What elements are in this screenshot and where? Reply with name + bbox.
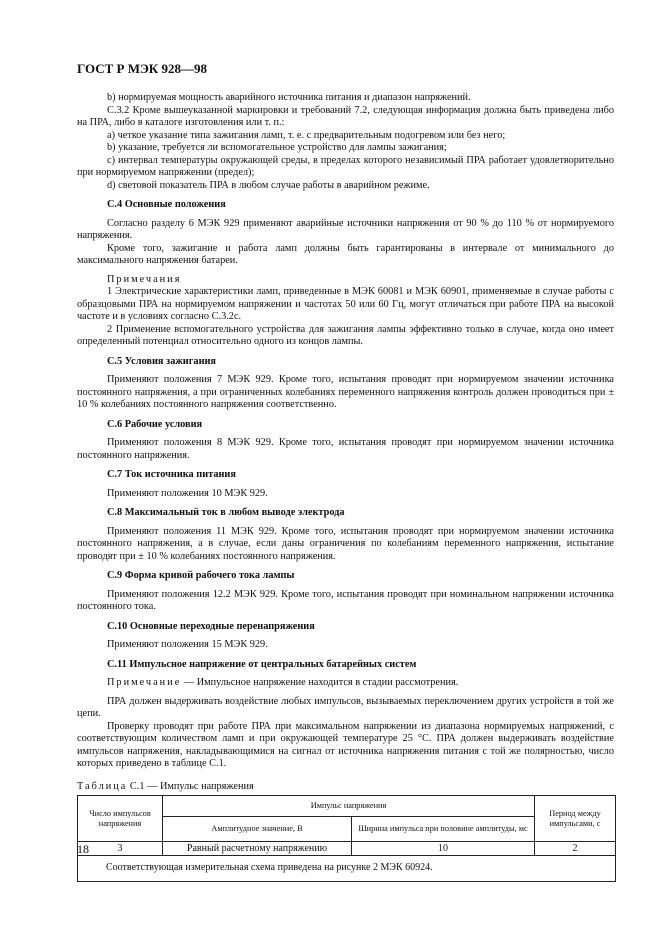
paragraph: b) нормируемая мощность аварийного источника питания и диапазон напряжений. [107,92,471,103]
paragraph: Применяют положения 15 МЭК 929. [107,639,268,650]
cell-amplitude: Равный расчетному напряжению [163,842,352,856]
section-heading: С.6 Рабочие условия [107,418,203,430]
note-label: Примечание [107,677,182,688]
note-text: — Импульсное напряжение находится в стадии рассмотрения. [181,677,459,688]
section-heading: С.8 Максимальный ток в любом выводе электрода [107,507,345,518]
cell-width: 10 [352,842,535,856]
section-heading: С.7 Ток источника питания [107,469,236,480]
page-content [77,92,614,882]
col-header-period: Период между импульсами, с [535,796,616,842]
page-number: 18 [77,842,89,856]
table-footer: Соответствующая измерительная схема приведена на рисунке 2 МЭК 60924. [78,856,616,882]
cell-count: 3 [78,842,163,856]
col-header-width: Ширина импульса при половине амплитуды, мс [352,817,535,842]
notes-title: Примечания [107,273,182,285]
note: 1 Электрические характеристики ламп, приведенные в МЭК 60081 и МЭК 60901, применяемые в случае работы с образцовыми ПРА на нормируемом напряжении и частотах 50 или 60 Гц, могут отличаться при работе ПРА на высокой частоте и в условиях согласно С.3.2с. [77,286,614,322]
table-caption-label: Таблица [77,780,128,792]
cell-period: 2 [535,842,616,856]
page-header: ГОСТ Р МЭК 928—98 [77,61,207,76]
table-caption-text: С.1 — Импульс напряжения [127,780,254,792]
paragraph: Применяют положения 12.2 МЭК 929. Кроме того, испытания проводят при номинальном напряжении источника постоянного тока. [77,588,614,612]
paragraph: Применяют положения 11 МЭК 929. Кроме того, испытания проводят при нормируемом значении источника постоянного напряжения, а в случае, если даны ограничения по колебаниям переменного напряжения, испытание проводят при ± 10 % колебаниях постоянного напряжения. [77,525,614,562]
table-footer-row [78,856,616,882]
note [77,677,614,690]
table-caption [77,781,614,794]
section-heading: С.11 Импульсное напряжение от центральных батарейных систем [107,658,417,670]
paragraph: С.3.2 Кроме вышеуказанной маркировки и требований 7.2, следующая информация должна быть приведена либо на ПРА, либо в каталоге изготовления или т. п.: [77,104,614,128]
paragraph: Проверку проводят при работе ПРА при максимальном напряжении из диапазона нормируемых напряжений, с соответствующим количеством ламп и при окружающей температуре 25 °С. ПРА должен выдерживать воздействие импульсов напряжения, накладывающимися на сигнал от источника напряжения питания с той же полярностью, число которых приведено в таблице С.1. [77,720,614,769]
paragraph: Применяют положения 10 МЭК 929. [107,487,268,499]
pulse-table [77,795,616,882]
list-item: c) интервал температуры окружающей среды, в пределах которого независимый ПРА работает удовлетворительно при нормируемом напряжении (предел); [77,154,614,178]
paragraph: Применяют положения 8 МЭК 929. Кроме того, испытания проводят при нормируемом значении источника постоянного напряжения. [77,437,614,461]
section-heading: С.4 Основные положения [107,199,226,210]
section-heading: С.5 Условия зажигания [107,355,217,367]
list-item: d) световой показатель ПРА в любом случае работы в аварийном режиме. [107,179,430,191]
col-header-count: Число импульсов напряжения [78,796,163,842]
section-heading: С.10 Основные переходные перенапряжения [107,620,315,632]
paragraph: Кроме того, зажигание и работа ламп должны быть гарантированы в интервале от минимального до максимального напряжения батареи. [77,242,614,266]
section-heading: С.9 Форма кривой рабочего тока лампы [107,570,295,581]
col-header-amplitude: Амплитудное значение, В [163,817,352,842]
table-row [78,842,616,856]
note: 2 Применение вспомогательного устройства для зажигания лампы эффективно только в случае, когда оно имеет определенный потенциал относительно одного из концов лампы. [77,323,614,347]
paragraph: Применяют положения 7 МЭК 929. Кроме того, испытания проводят при нормируемом значении источника постоянного напряжения, а при ограниченных колебаниях переменного напряжения контроль должен проводиться при ± 10 % колебаниях постоянного напряжения соответственно. [77,374,614,410]
list-item: a) четкое указание типа зажигания ламп, т. е. с предварительным подогревом или без него; [107,129,506,141]
paragraph: Согласно разделу 6 МЭК 929 применяют аварийные источники напряжения от 90 % до 110 % от нормируемого напряжения. [77,217,614,241]
paragraph: ПРА должен выдерживать воздействие любых импульсов, вызываемых переключением других устройств в той же цепи. [77,695,614,719]
col-header-pulse: Импульс напряжения [163,796,535,817]
list-item: b) указание, требуется ли вспомогательное устройство для лампы зажигания; [107,142,447,153]
